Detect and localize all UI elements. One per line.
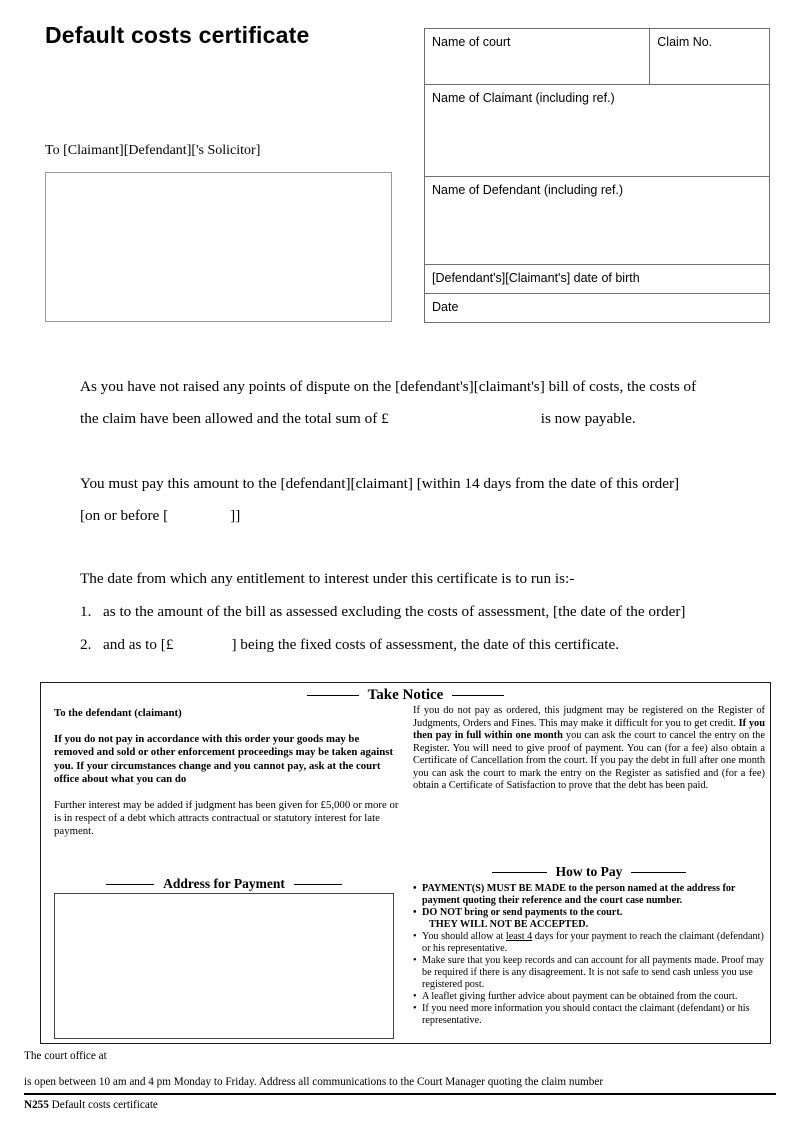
form-code: N255 — [24, 1099, 49, 1111]
body-paragraph-1-line-2 — [80, 410, 636, 428]
further-interest-note: Further interest may be added if judgment has been given for £5,000 or more or is in respect of a debt which attracts contractual or statutory interest for late payment. — [54, 799, 399, 838]
how-to-pay-list — [413, 883, 768, 1027]
take-notice-left-column — [54, 707, 399, 852]
body-text: and as to [£ — [103, 636, 174, 653]
footer-divider — [24, 1093, 776, 1095]
decorative-rule — [294, 884, 342, 885]
bullet-text — [422, 931, 768, 955]
bullet-icon: • — [413, 883, 417, 894]
bullet-icon: • — [413, 991, 417, 1002]
decorative-rule — [452, 695, 504, 696]
take-notice-box — [40, 682, 771, 1044]
address-for-payment-box[interactable] — [54, 893, 394, 1039]
register-notice-paragraph — [413, 705, 765, 793]
defendant-name-label: Name of Defendant (including ref.) — [432, 183, 624, 197]
body-text: The date from which any entitlement to interest under this certificate is to run is:- — [80, 570, 575, 587]
body-text: As you have not raised any points of dispute on the [defendant's][claimant's] bill of costs, the costs of — [80, 378, 697, 395]
opening-hours-line: is open between 10 am and 4 pm Monday to Friday. Address all communications to the Court Manager quoting the claim number — [24, 1076, 604, 1088]
body-text: as to the amount of the bill as assessed excluding the costs of assessment, [the date of the order] — [103, 603, 686, 620]
register-text: If you do not pay as ordered, this judgment may be registered on the Register of Judgments, Orders and Fines. This may make it difficult for you to get credit. — [413, 705, 765, 729]
bullet-text-underlined: least 4 — [505, 931, 533, 942]
to-defendant-label: To the defendant (claimant) — [54, 707, 182, 719]
bullet-text: days for your payment to reach the claimant (defendant) or his representative. — [422, 931, 764, 954]
name-of-court-label: Name of court — [432, 35, 511, 49]
bullet-icon: • — [413, 1003, 417, 1014]
bullet-text: If you need more information you should contact the claimant (defendant) or his representative. — [422, 1003, 750, 1026]
date-of-birth-label: [Defendant's][Claimant's] date of birth — [432, 271, 640, 285]
list-item — [413, 883, 768, 907]
date-of-birth-field[interactable] — [425, 265, 770, 294]
bullet-text — [422, 907, 622, 931]
body-paragraph-1-line-1 — [80, 378, 696, 396]
bullet-icon: • — [413, 907, 417, 918]
body-text: [on or before [ — [80, 507, 169, 524]
name-of-court-field[interactable] — [425, 29, 650, 85]
list-item — [413, 1003, 768, 1027]
body-text — [103, 636, 619, 654]
interest-item-1 — [80, 603, 685, 621]
addressee-address-box[interactable] — [45, 172, 392, 322]
decorative-rule — [631, 872, 686, 873]
how-to-pay-title: How to Pay — [555, 864, 623, 879]
address-for-payment-title: Address for Payment — [163, 876, 285, 891]
body-text: ]] — [230, 507, 241, 524]
list-item — [413, 991, 768, 1003]
item-number: 1. — [80, 603, 92, 620]
addressee-label: To [Claimant][Defendant]['s Solicitor] — [45, 143, 261, 158]
case-details-table — [424, 28, 770, 323]
bullet-text: Make sure that you keep records and can account for all payments made. Proof may be required if there is any disagreement. It is not safe to send cash unless you use registered post. — [422, 955, 765, 990]
list-item — [413, 907, 768, 931]
claim-no-field[interactable] — [650, 29, 770, 85]
register-text: you can ask the court to cancel the entry on the Register. You will need to give proof of payment. You can (for a fee) also obtain a Certificate of Cancellation from the court. If you pay the debt in full after one month you can ask the court to mark the entry on the Register as satisfied and (for a fee) obtain a Certificate of Satisfaction to prove that the debt has been paid. — [413, 730, 766, 791]
date-field[interactable] — [425, 294, 770, 323]
non-payment-warning: If you do not pay in accordance with this order your goods may be removed and sold or other enforcement proceedings may be taken against you. If your circumstances change and you cannot pay, ask at the court office about what you can do — [54, 733, 394, 785]
decorative-rule — [307, 695, 359, 696]
item-number: 2. — [80, 636, 92, 653]
date-label: Date — [432, 300, 459, 314]
form-title: Default costs certificate — [45, 22, 310, 48]
body-text: You must pay this amount to the [defendant][claimant] [within 14 days from the date of this order] — [80, 475, 680, 492]
body-text: ] being the fixed costs of assessment, the date of this certificate. — [231, 636, 620, 653]
take-notice-title: Take Notice — [367, 687, 444, 703]
bullet-icon: • — [413, 931, 417, 942]
body-paragraph-2-line-1 — [80, 475, 679, 493]
body-paragraph-2-line-2 — [80, 507, 240, 525]
body-text: the claim have been allowed and the total sum of £ — [80, 410, 389, 427]
bullet-text: You should allow at — [422, 931, 506, 942]
decorative-rule — [106, 884, 154, 885]
decorative-rule — [492, 872, 547, 873]
claim-no-label: Claim No. — [657, 35, 713, 49]
take-notice-header — [41, 687, 770, 704]
bullet-text-line-1: DO NOT bring or send payments to the court. — [422, 907, 623, 918]
claimant-name-field[interactable] — [425, 85, 770, 177]
interest-item-2 — [80, 636, 619, 654]
how-to-pay-header — [413, 864, 765, 880]
bullet-icon: • — [413, 955, 417, 966]
bullet-text: A leaflet giving further advice about payment can be obtained from the court. — [422, 991, 738, 1002]
bullet-text-line-2: THEY WILL NOT BE ACCEPTED. — [429, 919, 589, 930]
register-text-bold: If you then pay in full within one month — [413, 717, 765, 741]
form-name: Default costs certificate — [51, 1099, 158, 1111]
bullet-text: PAYMENT(S) MUST BE MADE to the person named at the address for payment quoting their reference and the court case number. — [422, 883, 736, 906]
court-office-line: The court office at — [24, 1050, 107, 1062]
claimant-name-label: Name of Claimant (including ref.) — [432, 91, 615, 105]
body-text: is now payable. — [540, 410, 636, 427]
list-item — [413, 931, 768, 955]
defendant-name-field[interactable] — [425, 177, 770, 265]
body-paragraph-3 — [80, 570, 574, 588]
list-item — [413, 955, 768, 991]
form-identifier — [24, 1099, 158, 1111]
address-for-payment-header — [54, 876, 394, 892]
